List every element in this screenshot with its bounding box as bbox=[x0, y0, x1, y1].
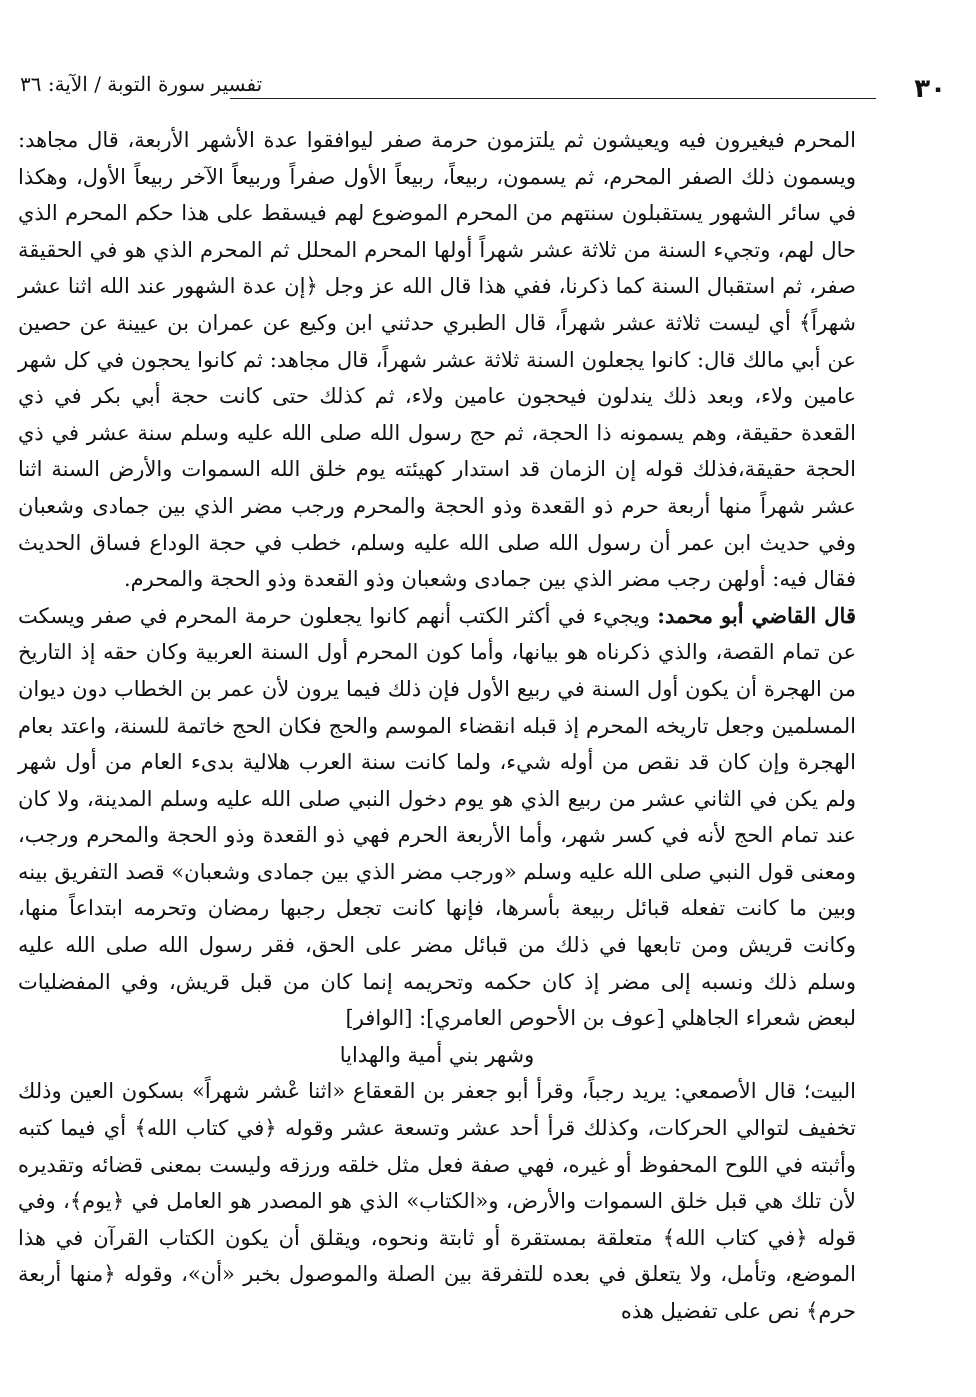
paragraph-2 bbox=[18, 598, 856, 1037]
running-title: تفسير سورة التوبة / الآية: ٣٦ bbox=[20, 72, 263, 96]
paragraph-3 bbox=[18, 1073, 856, 1329]
header-rule bbox=[230, 98, 876, 99]
paragraph-1-text: المحرم فيغيرون فيه ويعيشون ثم يلتزمون حرمة صفر ليوافقوا عدة الأشهر الأربعة، قال مجاهد: ويسمون ذلك الصفر المحرم، ثم يسمون، ربيعاً، ربيعاً الأول صفراً وربيعاً الآخر ربيعاً الأول، وهكذا في سائر الشهور يستقبلون سنتهم من المحرم الموضوع لهم فيسقط على هذا حكم المحرم الذي حال لهم، وتجيء السنة من ثلاثة عشر شهراً أولها المحرم المحلل ثم المحرم الذي هو في الحقيقة صفر، ثم استقبال السنة كما ذكرنا، ففي هذا قال الله عز وجل ﴿إن عدة الشهور عند الله اثنا عشر شهراً﴾ أي ليست ثلاثة عشر شهراً، قال الطبري حدثني ابن وكيع عن عمران بن عيينة عن حصين عن أبي مالك قال: كانوا يجعلون السنة ثلاثة عشر شهراً، قال مجاهد: ثم كانوا يحجون في كل شهر عامين ولاء، وبعد ذلك يندلون فيحجون عامين ولاء، ثم كذلك حتى كانت حجة أبي بكر في ذي القعدة حقيقة، وهم يسمونه ذا الحجة، ثم حج رسول الله صلى الله عليه وسلم سنة عشر في ذي الحجة حقيقة،فذلك قوله إن الزمان قد استدار كهيئته يوم خلق الله السموات والأرض السنة اثنا عشر شهراً منها أربعة حرم ذو القعدة وذو الحجة والمحرم ورجب مضر الذي بين جمادى وشعبان وفي حديث ابن عمر أن رسول الله صلى الله عليه وسلم، خطب في حجة الوداع فساق الحديث فقال فيه: أولهن رجب مضر الذي بين جمادى وشعبان وذو القعدة وذو الحجة والمحرم. bbox=[18, 128, 856, 592]
paragraph-1 bbox=[18, 122, 856, 598]
paragraph-2-speaker: قال القاضي أبو محمد: bbox=[657, 602, 856, 628]
page-header bbox=[20, 58, 946, 104]
page-number: ٣٠ bbox=[914, 74, 946, 104]
page-body bbox=[18, 122, 856, 1330]
poetry-verse: وشهر بني أمية والهدايا bbox=[339, 1042, 535, 1067]
paragraph-2-text: ويجيء في أكثر الكتب أنهم كانوا يجعلون حرمة المحرم في صفر ويسكت عن تمام القصة، والذي ذكرناه هو بيانها، وأما كون المحرم أول السنة العربية وكان حقه إذ التاريخ من الهجرة أن يكون أول السنة في ربيع الأول فإن ذلك فيما يرون لأن عمر بن الخطاب دون ديوان المسلمين وجعل تاريخه المحرم إذ قبله انقضاء الموسم والحج فكان الحج خاتمة للسنة، واعتد بعام الهجرة وإن كان قد نقص من أوله شيء، ولما كانت سنة العرب هلالية بدىء العام من أول شهر ولم يكن في الثاني عشر من ربيع الذي هو يوم دخول النبي صلى الله عليه وسلم المدينة، ولا كان عند تمام الحج لأنه في كسر شهر، وأما الأربعة الحرم فهي ذو القعدة وذو الحجة والمحرم ورجب، ومعنى قول النبي صلى الله عليه وسلم «ورجب مضر الذي بين جمادى وشعبان» قصد التفريق بينه وبين ما كانت تفعله قبائل ربيعة بأسرها، فإنها كانت تجعل رجبها رمضان وتحرمه ابتداعاً منها، وكانت قريش ومن تابعها في ذلك من قبائل مضر على الحق، فقر رسول الله صلى الله عليه وسلم ذلك ونسبه إلى مضر إذ كان حكمه وتحريمه إنما كان من قبل قريش، وفي المفضليات لبعض شعراء الجاهلي [عوف بن الأحوص العامري]: [الوافر] bbox=[18, 603, 856, 1031]
paragraph-3-text: البيت؛ قال الأصمعي: يريد رجباً، وقرأ أبو جعفر بن القعقاع «اثنا عْشر شهراً» بسكون العين وذلك تخفيف لتوالي الحركات، وكذلك قرأ أحد عشر وتسعة عشر وقوله ﴿في كتاب الله﴾ أي فيما كتبه وأثبته في اللوح المحفوظ أو غيره، فهي صفة فعل مثل خلقه ورزقه وليست بمعنى قضائه وتقديره لأن تلك هي قبل خلق السموات والأرض، و«الكتاب» الذي هو المصدر هو العامل في ﴿يوم﴾، وفي قوله ﴿في كتاب الله﴾ متعلقة بمستقرة أو ثابتة ونحوه، ويقلق أن يكون الكتاب القرآن في هذا الموضع، وتأمل، ولا يتعلق في بعده للتفرقة بين الصلة والموصول بخبر «أن»، وقوله ﴿منها أربعة حرم﴾ نص على تفضيل هذه bbox=[18, 1079, 856, 1323]
